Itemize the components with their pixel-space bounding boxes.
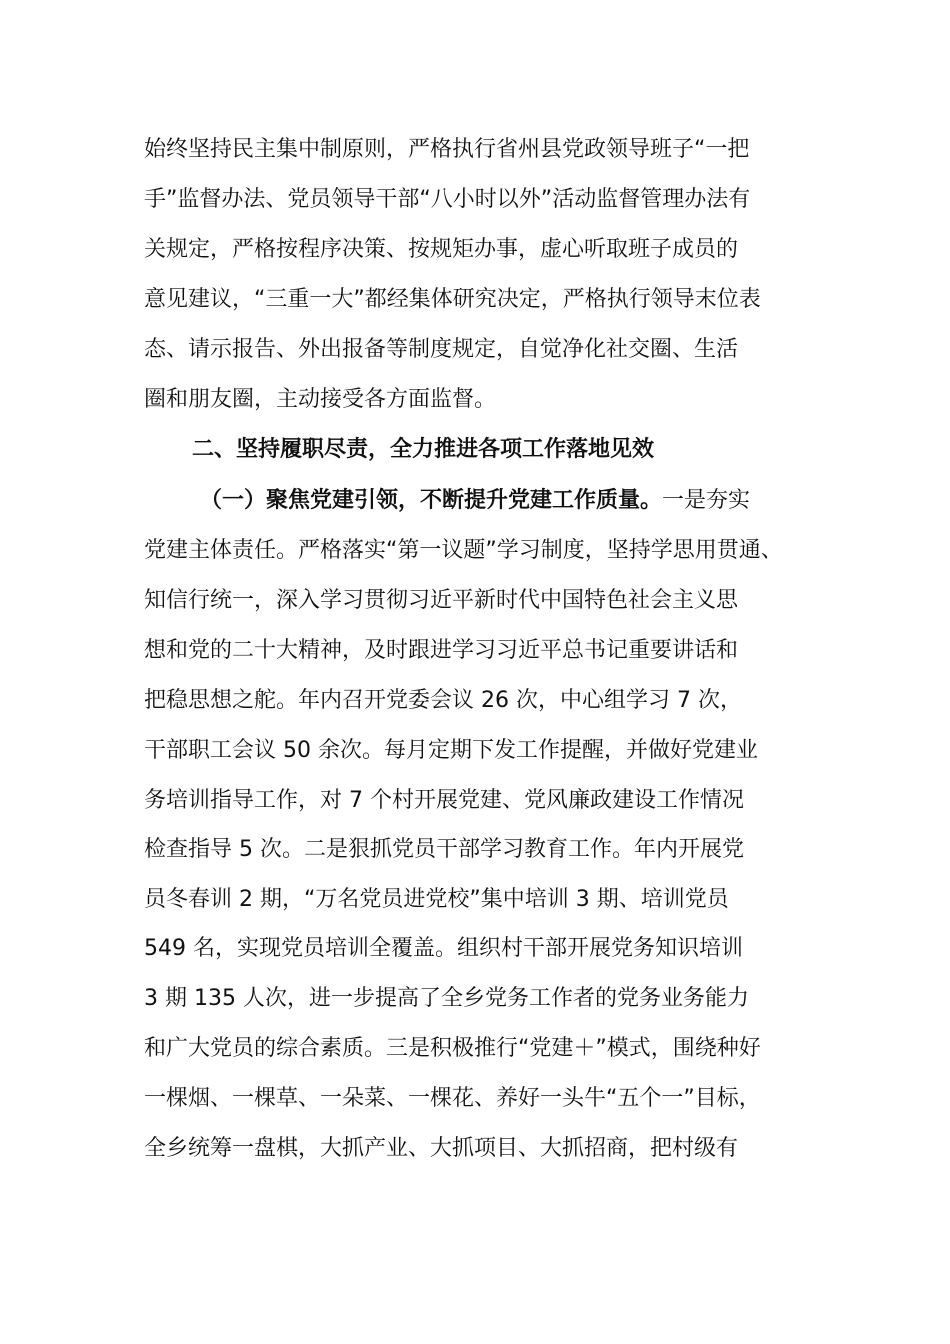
text-line: 关规定，严格按程序决策、按规矩办事，虚心听取班子成员的 xyxy=(144,237,739,262)
subsection-heading: （一）聚焦党建引领，不断提升党建工作质量。 xyxy=(200,488,663,513)
section-heading: 二、坚持履职尽责，全力推进各项工作落地见效 xyxy=(192,437,655,462)
text-line: 意见建议，“三重一大”都经集体研究决定，严格执行领导末位表 xyxy=(144,287,761,312)
text-line: 态、请示报告、外出报备等制度规定，自觉净化社交圈、生活 xyxy=(144,337,739,362)
text-line: 549 名，实现党员培训全覆盖。组织村干部开展党务知识培训 xyxy=(144,936,743,961)
text-line: 把稳思想之舵。年内召开党委会议 26 次，中心组学习 7 次， xyxy=(144,688,742,713)
subsection-text: 一是夯实 xyxy=(662,488,751,513)
text-line: 知信行统一，深入学习贯彻习近平新时代中国特色社会主义思 xyxy=(144,588,739,613)
text-line: 一棵烟、一棵草、一朵菜、一棵花、养好一头牛“五个一”目标， xyxy=(144,1086,761,1111)
text-line: 检查指导 5 次。二是狠抓党员干部学习教育工作。年内开展党 xyxy=(144,837,744,862)
text-line: 手”监督办法、党员领导干部“八小时以外”活动监督管理办法有 xyxy=(144,187,751,212)
text-line: 干部职工会议 50 余次。每月定期下发工作提醒，并做好党建业 xyxy=(144,738,758,763)
text-line: 圈和朋友圈，主动接受各方面监督。 xyxy=(144,387,497,412)
text-line: 和广大党员的综合素质。三是积极推行“党建＋”模式，围绕种好 xyxy=(144,1036,761,1061)
text-line: 全乡统筹一盘棋，大抓产业、大抓项目、大抓招商，把村级有 xyxy=(144,1136,739,1161)
text-line: 党建主体责任。严格落实“第一议题”学习制度，坚持学思用贯通、 xyxy=(144,538,783,563)
text-line: 3 期 135 人次，进一步提高了全乡党务工作者的党务业务能力 xyxy=(144,986,749,1011)
subsection-line xyxy=(200,481,750,521)
text-line: 想和党的二十大精神，及时跟进学习习近平总书记重要讲话和 xyxy=(144,638,739,663)
text-line: 员冬春训 2 期，“万名党员进党校”集中培训 3 期、培训党员 xyxy=(144,887,729,912)
text-line: 始终坚持民主集中制原则，严格执行省州县党政领导班子“一把 xyxy=(144,137,750,162)
text-line: 务培训指导工作，对 7 个村开展党建、党风廉政建设工作情况 xyxy=(144,788,744,813)
